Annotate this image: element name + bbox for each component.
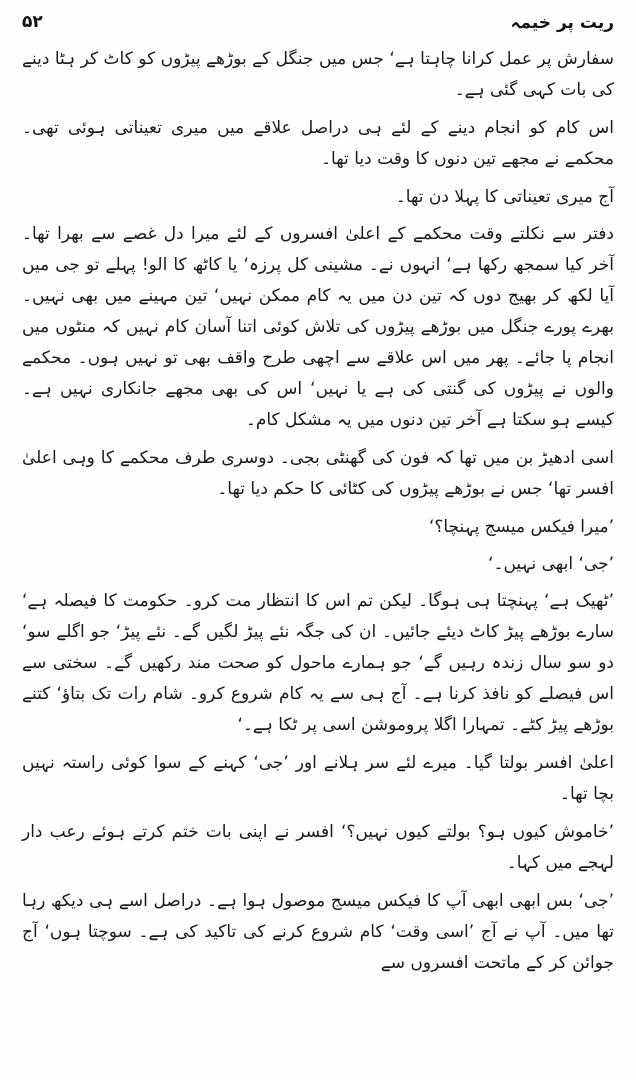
dialogue-line: ’میرا فیکس میسج پہنچا؟‘ (428, 517, 614, 537)
page-number: ۵۲ (22, 12, 43, 32)
paragraph: ’جی‘ بس ابھی ابھی آپ کا فیکس میسج موصول ہوا ہے۔ دراصل اسے ہی دیکھ رہا تھا میں۔ آپ نے آج ’اسی وقت‘ کام شروع کرنے کی تاکید کی ہے۔ سوچتا ہوں‘ آج جوائن کر کے ماتحت افسروں سے (22, 891, 614, 973)
paragraph: اسی ادھیڑ بن میں تھا کہ فون کی گھنٹی بجی۔ دوسری طرف محکمے کا وہی اعلیٰ افسر تھا‘ جس نے بوڑھے پیڑوں کی کٹائی کا حکم دیا تھا۔ (22, 448, 614, 499)
page-body (22, 44, 614, 986)
book-title: ریت پر خیمہ (510, 12, 614, 33)
paragraph: ’خاموش کیوں ہو؟ بولتے کیوں نہیں؟‘ افسر نے اپنی بات ختم کرتے ہوئے رعب دار لہجے میں کہا۔ (22, 822, 614, 873)
paragraph: اس کام کو انجام دینے کے لئے ہی دراصل علاقے میں میری تعیناتی ہوئی تھی۔ محکمے نے مجھے تین دنوں کا وقت دیا تھا۔ (22, 118, 614, 169)
page-header (22, 10, 614, 34)
paragraph: سفارش پر عمل کرانا چاہتا ہے‘ جس میں جنگل کے بوڑھے پیڑوں کو کاٹ کر ہٹا دینے کی بات کہی گئی ہے۔ (22, 49, 614, 100)
paragraph: آج میری تعیناتی کا پہلا دن تھا۔ (395, 187, 614, 207)
paragraph: دفتر سے نکلتے وقت محکمے کے اعلیٰ افسروں کے لئے میرا دل غصے سے بھرا تھا۔ آخر کیا سمجھ رکھا ہے‘ انہوں نے۔ مشینی کل پرزہ‘ یا کاٹھ کا الو! پہلے تو جی میں آیا لکھ کر بھیج دوں کہ تین دن میں یہ کام ممکن نہیں‘ تین مہینے میں بھی نہیں۔ بھرے پورے جنگل میں بوڑھے پیڑوں کی تلاش کوئی اتنا آسان کام نہیں کہ منٹوں میں انجام پا جائے۔ پھر میں اس علاقے سے اچھی طرح واقف بھی تو نہیں ہوں۔ محکمے والوں نے پیڑوں کی گنتی کی ہے یا نہیں‘ اس کی بھی مجھے جانکاری نہیں ہے۔ کیسے ہو سکتا ہے آخر تین دنوں میں یہ مشکل کام۔ (22, 224, 614, 430)
dialogue-line: ’جی‘ ابھی نہیں۔‘ (488, 554, 614, 574)
paragraph: اعلیٰ افسر بولتا گیا۔ میرے لئے سر ہلانے اور ’جی‘ کہنے کے سوا کوئی راستہ نہیں بچا تھا۔ (22, 753, 614, 804)
paragraph: ’ٹھیک ہے‘ پہنچتا ہی ہوگا۔ لیکن تم اس کا انتظار مت کرو۔ حکومت کا فیصلہ ہے‘ سارے بوڑھے پیڑ کاٹ دیئے جائیں۔ ان کی جگہ نئے پیڑ لگیں گے۔ نئے پیڑ‘ جو اگلے سو‘ دو سو سال زندہ رہیں گے‘ جو ہمارے ماحول کو صحت مند رکھیں گے۔ سختی سے اس فیصلے کو نافذ کرنا ہے۔ آج ہی سے یہ کام شروع کرو۔ شام رات تک بتاؤ‘ کتنے بوڑھے پیڑ کٹے۔ تمہارا اگلا پروموشن اسی پر ٹکا ہے۔‘ (22, 591, 614, 735)
